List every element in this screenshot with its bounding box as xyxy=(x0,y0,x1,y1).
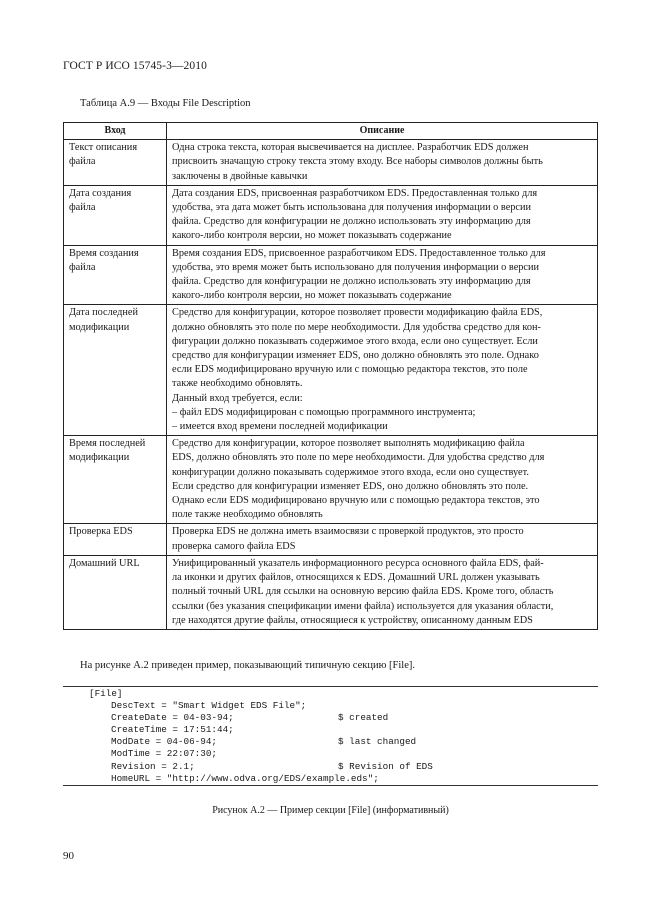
code-line xyxy=(63,736,598,748)
figure-caption: Рисунок А.2 — Пример секции [File] (информативный) xyxy=(212,805,449,816)
column-header-input: Вход xyxy=(64,123,167,140)
code-line xyxy=(63,712,598,724)
code-statement: ModTime = 22:07:30; xyxy=(111,748,218,760)
description-cell xyxy=(167,245,598,305)
code-comment: $ created xyxy=(338,712,389,724)
code-line xyxy=(63,700,598,712)
input-name-line: Дата последней xyxy=(69,307,138,319)
description-line: присвоить значащую строку текста этому входу. Все наборы символов должны быть xyxy=(172,156,543,168)
description-line: удобства, это время может быть использовано для получения информации о версии xyxy=(172,261,540,273)
description-line: файла. Средство для конфигурации не должно использовать эту информацию для xyxy=(172,276,531,288)
input-name-cell xyxy=(64,524,167,555)
table-caption: Таблица А.9 — Входы File Description xyxy=(80,98,251,109)
description-cell xyxy=(167,436,598,524)
description-line: проверка самого файла EDS xyxy=(172,540,296,552)
table-row xyxy=(64,185,598,245)
table-row xyxy=(64,555,598,629)
code-statement: Revision = 2.1; xyxy=(111,760,195,772)
description-line: поле также необходимо обновлять xyxy=(172,509,323,521)
table-row xyxy=(64,140,598,186)
description-line: заключены в двойные кавычки xyxy=(172,170,308,182)
table-row xyxy=(64,245,598,305)
input-name-cell xyxy=(64,305,167,436)
input-name-line: файла xyxy=(69,156,96,168)
description-line: Однако если EDS модифицировано вручную или с помощью редактора текстов, это xyxy=(172,495,540,507)
description-line: средство для конфигурации изменяет EDS, оно должно обновлять это поле. Однако xyxy=(172,350,539,362)
page-number: 90 xyxy=(63,850,74,862)
description-line: ссылки (без указания спецификации имени файла) используется для указания области, xyxy=(172,600,554,612)
code-line xyxy=(63,761,598,773)
description-line: Данный вход требуется, если: xyxy=(172,392,303,404)
description-line: Средство для конфигурации, которое позволяет провести модификацию файла EDS, xyxy=(172,307,543,319)
code-comment: $ last changed xyxy=(338,736,417,748)
document-header: ГОСТ Р ИСО 15745-3—2010 xyxy=(63,60,207,72)
code-comment: $ Revision of EDS xyxy=(338,760,433,772)
description-cell xyxy=(167,555,598,629)
description-line: Если средство для конфигурации изменяет EDS, оно должно обновлять это поле. xyxy=(172,480,529,492)
description-cell xyxy=(167,305,598,436)
input-name-cell xyxy=(64,245,167,305)
table-row xyxy=(64,524,598,555)
input-name-line: файла xyxy=(69,202,96,214)
code-statement: HomeURL = "http://www.odva.org/EDS/example.eds"; xyxy=(111,772,379,784)
code-statement: ModDate = 04-06-94; xyxy=(111,736,218,748)
description-line: должно обновлять это поле по мере необходимости. Для удобства средство для кон- xyxy=(172,321,541,333)
description-line: где находятся другие файлы, относящиеся к устройству, описанному данным EDS xyxy=(172,614,533,626)
input-name-line: Время последней xyxy=(69,438,146,450)
description-line: фигурации должно показывать содержимое этого входа, если оно существует. Если xyxy=(172,335,538,347)
table-row xyxy=(64,305,598,436)
description-line: EDS, должно обновлять это поле по мере необходимости. Для удобства средство для xyxy=(172,452,545,464)
description-line: Время создания EDS, присвоенное разработчиком EDS. Предоставленное только для xyxy=(172,247,546,259)
description-line: ла иконки и других файлов, относящихся к EDS. Домашний URL должен указывать xyxy=(172,572,540,584)
description-line: полный точный URL для ссылки на основную версию файла EDS. Кроме того, область xyxy=(172,586,554,598)
description-line: Дата создания EDS, присвоенная разработчиком EDS. Предоставленная только для xyxy=(172,187,538,199)
figure-intro-text: На рисунке А.2 приведен пример, показывающий типичную секцию [File]. xyxy=(80,660,416,671)
code-statement: CreateDate = 04-03-94; xyxy=(111,712,234,724)
input-name-cell xyxy=(64,436,167,524)
description-line: также необходимо обновлять. xyxy=(172,378,303,390)
table-row xyxy=(64,436,598,524)
description-line: Средство для конфигурации, которое позволяет выполнять модификацию файла xyxy=(172,438,525,450)
table-header-row xyxy=(64,123,598,140)
input-name-cell xyxy=(64,185,167,245)
code-line xyxy=(63,748,598,760)
code-statement: CreateTime = 17:51:44; xyxy=(111,724,234,736)
input-name-line: Время создания xyxy=(69,247,139,259)
description-line: Унифицированный указатель информационного ресурса основного файла EDS, фай- xyxy=(172,557,544,569)
description-line: файла. Средство для конфигурации не должно использовать эту информацию для xyxy=(172,216,531,228)
file-description-table xyxy=(63,122,598,630)
description-cell xyxy=(167,524,598,555)
code-statement: DescText = "Smart Widget EDS File"; xyxy=(111,700,307,712)
input-name-cell xyxy=(64,140,167,186)
description-line: какого-либо контроля версии, но может показывать содержание xyxy=(172,290,452,302)
description-line: конфигурации должно показывать содержимое этого входа, если оно существует. xyxy=(172,466,529,478)
code-line xyxy=(63,724,598,736)
input-name-line: Домашний URL xyxy=(69,557,140,569)
description-line: Проверка EDS не должна иметь взаимосвязи с проверкой продуктов, это просто xyxy=(172,526,524,538)
code-line xyxy=(63,773,598,785)
description-line: если EDS модифицировано вручную или с помощью редактора текстов, это поле xyxy=(172,364,528,376)
input-name-line: модификации xyxy=(69,452,130,464)
input-name-line: Дата создания xyxy=(69,187,132,199)
description-cell xyxy=(167,140,598,186)
input-name-line: Текст описания xyxy=(69,142,138,154)
input-name-line: файла xyxy=(69,261,96,273)
description-line: – файл EDS модифицирован с помощью программного инструмента; xyxy=(172,406,476,418)
input-name-cell xyxy=(64,555,167,629)
description-line: Одна строка текста, которая высвечивается на дисплее. Разработчик EDS должен xyxy=(172,142,529,154)
code-statement: [File] xyxy=(89,688,123,699)
description-line: удобства, эта дата может быть использована для получения информации о версии xyxy=(172,202,532,214)
input-name-line: Проверка EDS xyxy=(69,526,133,538)
code-line xyxy=(63,688,598,700)
column-header-description: Описание xyxy=(167,123,598,140)
description-line: – имеется вход времени последней модификации xyxy=(172,421,388,433)
description-cell xyxy=(167,185,598,245)
description-line: какого-либо контроля версии, но может показывать содержание xyxy=(172,230,452,242)
code-example-box xyxy=(63,686,598,786)
input-name-line: модификации xyxy=(69,321,130,333)
